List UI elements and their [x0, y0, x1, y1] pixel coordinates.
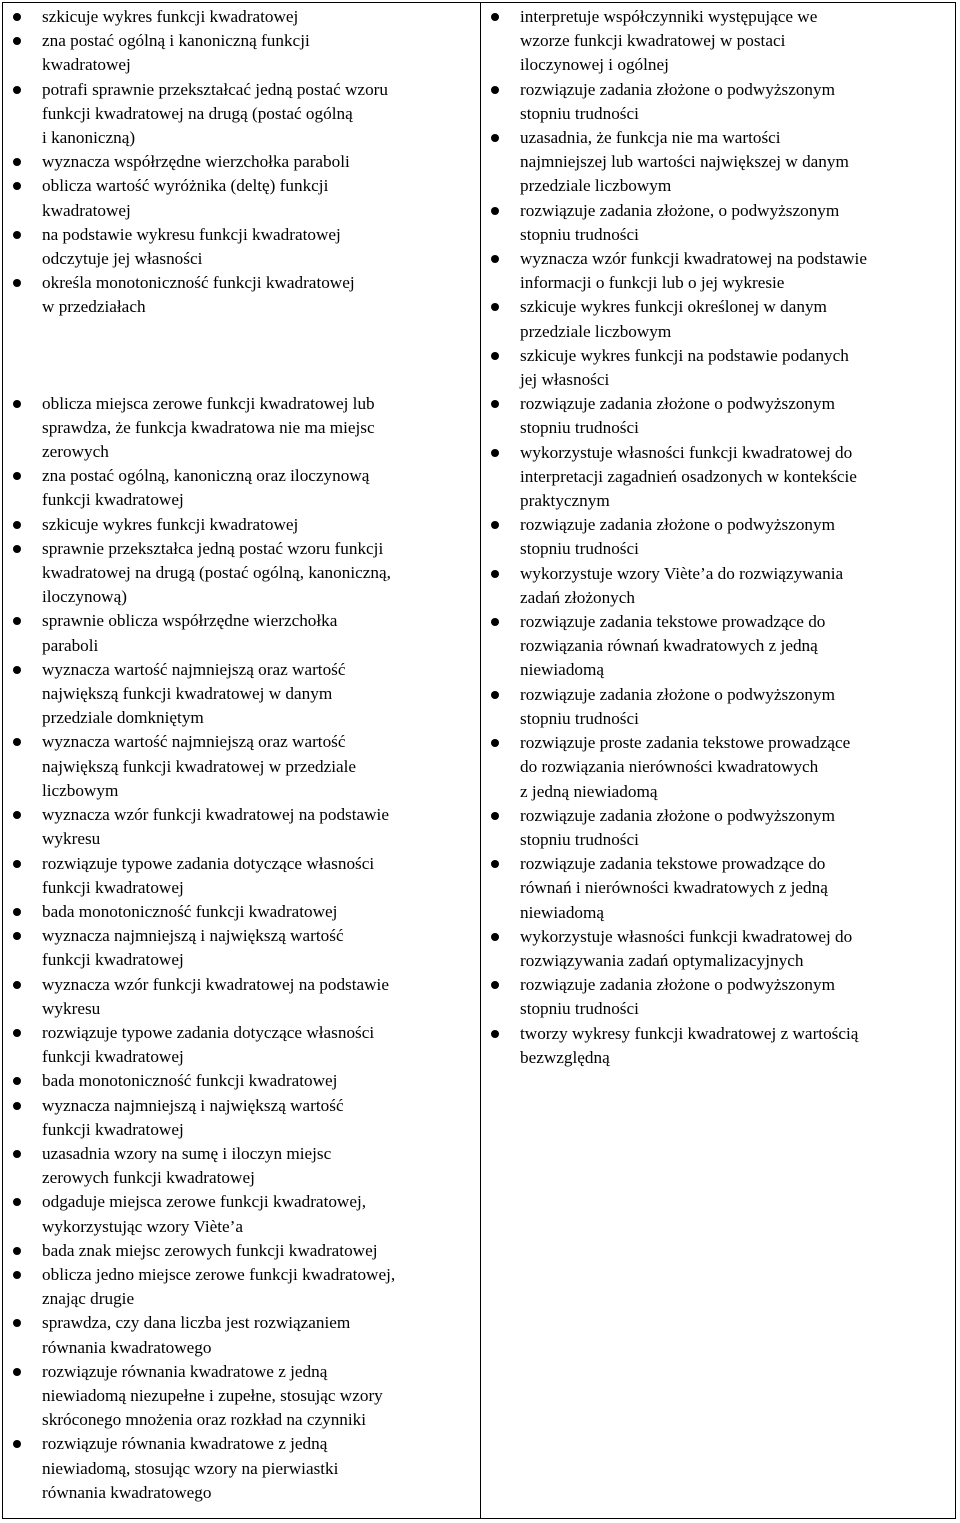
- list-item: [10, 900, 475, 924]
- list-item: [10, 730, 475, 803]
- list-item-text: szkicuje wykres funkcji na podstawie podanych jej własności: [520, 345, 849, 390]
- bullet-icon: [13, 666, 21, 674]
- list-item-text: rozwiązuje zadania złożone o podwyższonym stopniu trudności: [520, 684, 835, 728]
- bullet-icon: [491, 570, 499, 578]
- bullet-icon: [491, 449, 499, 457]
- bullet-icon: [491, 739, 499, 747]
- list-item-text: rozwiązuje zadania złożone o podwyższonym stopniu trudności: [520, 975, 835, 1019]
- bullet-icon: [491, 86, 499, 94]
- bullet-icon: [491, 1030, 499, 1038]
- bullet-icon: [491, 207, 499, 215]
- list-item: [488, 562, 950, 610]
- bullet-icon: [13, 1102, 21, 1110]
- list-item: [488, 247, 950, 295]
- list-item: [10, 150, 475, 174]
- list-item-text: wyznacza najmniejszą i największą wartość funkcji kwadratowej: [42, 1095, 344, 1139]
- list-item: [10, 609, 475, 657]
- list-item-text: rozwiązuje równania kwadratowe z jedną niewiadomą niezupełne i zupełne, stosując wzory skróconego mnożenia oraz rozkład na czynniki: [42, 1361, 383, 1430]
- list-item: [488, 683, 950, 731]
- list-item: [488, 973, 950, 1021]
- bullet-icon: [13, 472, 21, 480]
- list-item-text: rozwiązuje typowe zadania dotyczące własności funkcji kwadratowej: [42, 1022, 375, 1067]
- list-item: [488, 852, 950, 925]
- list-item-text: określa monotoniczność funkcji kwadratowej w przedziałach: [42, 273, 355, 317]
- list-item-text: sprawnie oblicza współrzędne wierzchołka paraboli: [42, 611, 338, 655]
- bullet-icon: [13, 1198, 21, 1206]
- list-item: [10, 803, 475, 851]
- list-item-text: rozwiązuje zadania złożone o podwyższonym stopniu trudności: [520, 79, 835, 123]
- list-item-text: szkicuje wykres funkcji kwadratowej: [42, 514, 299, 534]
- list-item: [488, 610, 950, 683]
- right-column-list: [488, 5, 950, 1070]
- list-item: [10, 852, 475, 900]
- list-item: [10, 271, 475, 319]
- bullet-icon: [13, 545, 21, 553]
- list-item-text: rozwiązuje typowe zadania dotyczące własności funkcji kwadratowej: [42, 853, 375, 897]
- list-item-text: rozwiązuje zadania tekstowe prowadzące do równań i nierówności kwadratowych z jedną niewiadomą: [520, 854, 828, 922]
- list-item-text: oblicza wartość wyróżnika (deltę) funkcji kwadratowej: [42, 176, 329, 220]
- bullet-icon: [13, 521, 21, 529]
- list-item-text: wyznacza najmniejszą i największą wartość funkcji kwadratowej: [42, 926, 344, 970]
- list-item: [488, 78, 950, 126]
- bullet-icon: [491, 303, 499, 311]
- bullet-icon: [13, 1440, 21, 1448]
- list-item: [10, 1360, 475, 1433]
- bullet-icon: [13, 738, 21, 746]
- list-item-text: oblicza miejsca zerowe funkcji kwadratowej lub sprawdza, że funkcja kwadratowa nie ma miejsc zerowych: [42, 393, 375, 462]
- list-item-text: szkicuje wykres funkcji kwadratowej: [42, 7, 299, 26]
- bullet-icon: [13, 37, 21, 45]
- list-item-text: bada monotoniczność funkcji kwadratowej: [42, 1071, 338, 1091]
- list-item: [488, 441, 950, 514]
- bullet-icon: [13, 811, 21, 819]
- list-item: [488, 392, 950, 440]
- bullet-icon: [13, 1077, 21, 1085]
- bullet-icon: [13, 1368, 21, 1376]
- bullet-icon: [491, 400, 499, 408]
- list-item: [488, 1022, 950, 1070]
- list-item-text: rozwiązuje zadania tekstowe prowadzące do rozwiązania równań kwadratowych z jedną niewiadomą: [520, 612, 826, 680]
- list-item: [10, 464, 475, 512]
- list-item: [10, 1021, 475, 1069]
- bullet-icon: [491, 13, 499, 21]
- bullet-icon: [13, 1319, 21, 1327]
- bullet-icon: [491, 933, 499, 941]
- bullet-icon: [491, 521, 499, 529]
- list-item-text: bada znak miejsc zerowych funkcji kwadratowej: [42, 1240, 378, 1260]
- list-item: [10, 223, 475, 271]
- list-item-text: na podstawie wykresu funkcji kwadratowej odczytuje jej własności: [42, 224, 341, 269]
- list-item: [488, 199, 950, 247]
- bullet-icon: [13, 932, 21, 940]
- bullet-icon: [13, 981, 21, 989]
- list-item-text: szkicuje wykres funkcji określonej w danym przedziale liczbowym: [520, 297, 827, 341]
- bullet-icon: [491, 255, 499, 263]
- list-item-text: wyznacza wzór funkcji kwadratowej na podstawie informacji o funkcji lub o jej wykresie: [520, 249, 867, 293]
- list-item-text: wykorzystuje wzory Viète’a do rozwiązywania zadań złożonych: [520, 563, 844, 607]
- bullet-icon: [13, 182, 21, 190]
- list-item-text: rozwiązuje zadania złożone o podwyższonym stopniu trudności: [520, 394, 835, 438]
- bullet-icon: [13, 1271, 21, 1279]
- left-column-list: [10, 5, 475, 1505]
- list-item-text: wykorzystuje własności funkcji kwadratowej do interpretacji zagadnień osadzonych w kontekście praktycznym: [520, 442, 857, 511]
- bullet-icon: [491, 618, 499, 626]
- list-item-text: oblicza jedno miejsce zerowe funkcji kwadratowej, znając drugie: [42, 1264, 396, 1309]
- list-item-text: zna postać ogólną i kanoniczną funkcji kwadratowej: [42, 31, 310, 75]
- list-item-text: rozwiązuje zadania złożone o podwyższonym stopniu trudności: [520, 515, 835, 559]
- list-item-text: rozwiązuje zadania złożone, o podwyższonym stopniu trudności: [520, 200, 840, 244]
- list-item: [488, 513, 950, 561]
- list-item-text: zna postać ogólną, kanoniczną oraz iloczynową funkcji kwadratowej: [42, 466, 370, 510]
- list-item: [10, 973, 475, 1021]
- list-item: [10, 1239, 475, 1263]
- bullet-icon: [491, 860, 499, 868]
- list-item-text: uzasadnia wzory na sumę i iloczyn miejsc zerowych funkcji kwadratowej: [42, 1143, 332, 1188]
- list-item-text: wykorzystuje własności funkcji kwadratowej do rozwiązywania zadań optymalizacyjnych: [520, 926, 853, 970]
- list-item-text: rozwiązuje zadania złożone o podwyższonym stopniu trudności: [520, 805, 835, 849]
- list-item: [10, 392, 475, 465]
- list-item: [10, 5, 475, 29]
- bullet-icon: [13, 400, 21, 408]
- list-item: [488, 5, 950, 78]
- list-item: [488, 925, 950, 973]
- bullet-icon: [491, 981, 499, 989]
- bullet-icon: [13, 1029, 21, 1037]
- bullet-icon: [13, 908, 21, 916]
- list-item: [10, 174, 475, 222]
- bullet-icon: [13, 1247, 21, 1255]
- list-item-text: uzasadnia, że funkcja nie ma wartości najmniejszej lub wartości największej w danym przedziale liczbowym: [520, 128, 849, 196]
- bullet-icon: [13, 158, 21, 166]
- list-item: [10, 1263, 475, 1311]
- list-item: [10, 513, 475, 537]
- list-item: [10, 78, 475, 151]
- bullet-icon: [13, 231, 21, 239]
- list-item-text: potrafi sprawnie przekształcać jedną postać wzoru funkcji kwadratowej na drugą (postać ogólną i kanoniczną): [42, 79, 388, 148]
- list-item: [488, 731, 950, 804]
- list-item-text: sprawdza, czy dana liczba jest rozwiązaniem równania kwadratowego: [42, 1313, 351, 1357]
- list-item-text: sprawnie przekształca jedną postać wzoru funkcji kwadratowej na drugą (postać ogólną, kanoniczną, iloczynową): [42, 538, 391, 607]
- list-item-text: wyznacza wzór funkcji kwadratowej na podstawie wykresu: [42, 805, 389, 849]
- bullet-icon: [491, 691, 499, 699]
- list-item-text: wyznacza wzór funkcji kwadratowej na podstawie wykresu: [42, 974, 389, 1018]
- list-item: [10, 658, 475, 731]
- bullet-icon: [13, 13, 21, 21]
- bullet-icon: [491, 812, 499, 820]
- list-item-text: interpretuje współczynniki występujące we wzorze funkcji kwadratowej w postaci iloczynowej i ogólnej: [520, 7, 818, 75]
- list-item-text: bada monotoniczność funkcji kwadratowej: [42, 901, 338, 921]
- list-item-text: wyznacza wartość najmniejszą oraz wartość największą funkcji kwadratowej w danym przedziale domkniętym: [42, 659, 346, 728]
- list-item: [10, 1094, 475, 1142]
- list-item-text: wyznacza współrzędne wierzchołka paraboli: [42, 152, 350, 172]
- bullet-icon: [13, 860, 21, 868]
- list-item-text: odgaduje miejsca zerowe funkcji kwadratowej, wykorzystując wzory Viète’a: [42, 1192, 367, 1236]
- list-item-text: tworzy wykresy funkcji kwadratowej z wartością bezwzględną: [520, 1023, 859, 1067]
- list-item: [488, 126, 950, 199]
- bullet-icon: [13, 279, 21, 287]
- list-item: [10, 1190, 475, 1238]
- list-item: [488, 295, 950, 343]
- list-item-text: rozwiązuje proste zadania tekstowe prowadzące do rozwiązania nierówności kwadratowych z jedną niewiadomą: [520, 733, 851, 801]
- bullet-icon: [13, 1150, 21, 1158]
- list-item: [10, 29, 475, 77]
- list-item: [488, 804, 950, 852]
- bullet-icon: [491, 134, 499, 142]
- bullet-icon: [491, 352, 499, 360]
- list-item-text: wyznacza wartość najmniejszą oraz wartość największą funkcji kwadratowej w przedziale liczbowym: [42, 732, 357, 800]
- list-item: [488, 344, 950, 392]
- list-item: [10, 1432, 475, 1505]
- list-item: [10, 924, 475, 972]
- column-divider: [480, 2, 481, 1519]
- list-item: [10, 1069, 475, 1093]
- list-item: [10, 537, 475, 610]
- bullet-icon: [13, 617, 21, 625]
- list-item: [10, 1311, 475, 1359]
- list-item-text: rozwiązuje równania kwadratowe z jedną niewiadomą, stosując wzory na pierwiastki równania kwadratowego: [42, 1434, 339, 1502]
- bullet-icon: [13, 86, 21, 94]
- list-item: [10, 1142, 475, 1190]
